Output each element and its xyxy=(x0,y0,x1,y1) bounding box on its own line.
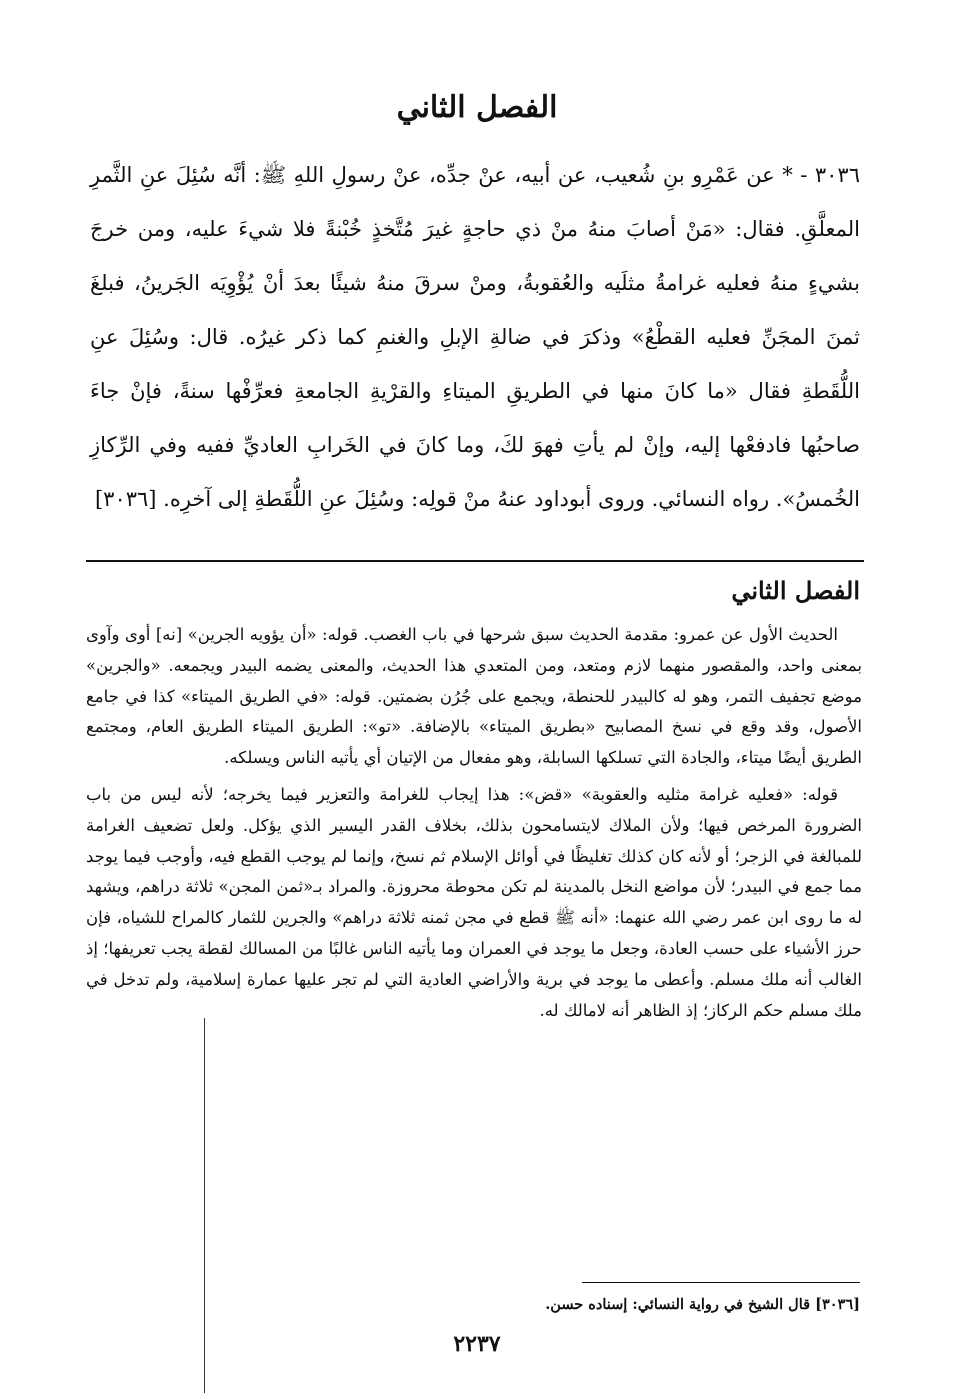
chapter-heading: الفصل الثاني xyxy=(396,90,558,125)
commentary-paragraph-2: قوله: «فعليه غرامة مثليه والعقوبة» «قض»: هذا إيجاب للغرامة والتعزير فيما يخرجه؛ لأنه ليس من باب الضرورة المرخص فيها؛ ولأن الملاك لايتسامحون بذلك، بخلاف القدر اليسير الذي يؤكل. ولعل تضعيف الغرامة للمبالغة في الزجر؛ أو لأنه كان كذلك تغليظًا في أوائل الإسلام ثم نسخ، وإنما لم يوجب القطع فيه، وأوجب فيما يوجد مما جمع في البيدر؛ لأن مواضع النخل بالمدينة لم تكن محوطة محروزة. والمراد بـ«ثمن المجن» ثلاثة دراهم، ويشهد له ما روى ابن عمر رضي الله عنهما: «أنه ﷺ قطع في مجن ثمنه ثلاثة دراهم» والجرين للثمار كالمراح للشياه، فإن حرز الأشياء على حسب العادة، وجعل ما يوجد في العمران وما يأتيه الناس غالبًا من المسالك لقطة يجب تعريفها؛ إذ الغالب أنه ملك مسلم. وأعطى ما يوجد في برية والأراضي العادية التي لم تجر عليها عمارة إسلامية، ولم تدخل في ملك مسلم حكم الركاز؛ إذ الظاهر أنه لامالك له. xyxy=(86,784,862,1020)
page-number: ٢٢٣٧ xyxy=(453,1331,501,1357)
commentary-heading: الفصل الثاني xyxy=(731,576,860,605)
commentary-paragraph-1: الحديث الأول عن عمرو: مقدمة الحديث سبق شرحها في باب الغصب. قوله: «أن يؤويه الجرين» [نه] أوى وآوى بمعنى واحد، والمقصور منهما لازم ومتعد، ومن المتعدي هذا الحديث، والمعنى يضمه البيدر ويجمعه. «والجرين» موضع تجفيف التمر، وهو له كالبيدر للحنطة، ويجمع على جُرُن بضمتين. قوله: «في الطريق الميتاء» كذا في جامع الأصول، وقد وقع في نسخ المصابيح «بطريق الميتاء» بالإضافة. «تو»: الطريق الميتاء الطريق العام، ومجتمع الطريق أيضًا ميتاء، والجادة التي تسلكها السابلة، وهو مفعال من الإتيان أي يأتيه الناس ويسلكه. xyxy=(86,625,862,768)
footnote-divider xyxy=(582,1282,860,1283)
commentary-body xyxy=(86,620,862,1032)
hadith-text: ٣٠٣٦ - * عن عَمْرِو بنِ شُعيب، عن أبيه، عنْ جدِّه، عنْ رسولِ اللهِ ﷺ: أنَّه سُئِلَ عنِ الثَّمرِ المعلَّقِ. فقال: «مَنْ أصابَ منهُ منْ ذي حاجةٍ غيرَ مُتَّخذٍ خُبْنةً فلا شيءَ عليه، ومن خرجَ بشيءٍ منهُ فعليه غرامةُ مثلَيه والعُقوبةُ، ومنْ سرقَ منهُ شيئًا بعدَ أنْ يُؤْوِيَه الجَرينُ، فبلغَ ثمنَ المجَنِّ فعليه القطْعُ» وذكرَ في ضالةِ الإبلِ والغنمِ كما ذكر غيرُه. قال: وسُئِلَ عنِ اللُّقَطةِ فقال «ما كانَ منها في الطريقِ الميتاءِ والقرْيةِ الجامعةِ فعرِّفْها سنةً، فإنْ جاءَ صاحبُها فادفعْها إليه، وإنْ لم يأتِ فهوَ لكَ، وما كانَ في الخَرابِ العاديِّ ففيه وفي الرِّكازِ الخُمسُ». رواه النسائي. وروى أبوداود عنهُ منْ قولِه: وسُئِلَ عنِ اللُّقَطةِ إلى آخرِه. [٣٠٣٦] xyxy=(90,163,860,511)
section-divider xyxy=(86,560,864,562)
footnote: [٣٠٣٦] قال الشيخ في رواية النسائي: إسناده حسن. xyxy=(545,1296,860,1313)
